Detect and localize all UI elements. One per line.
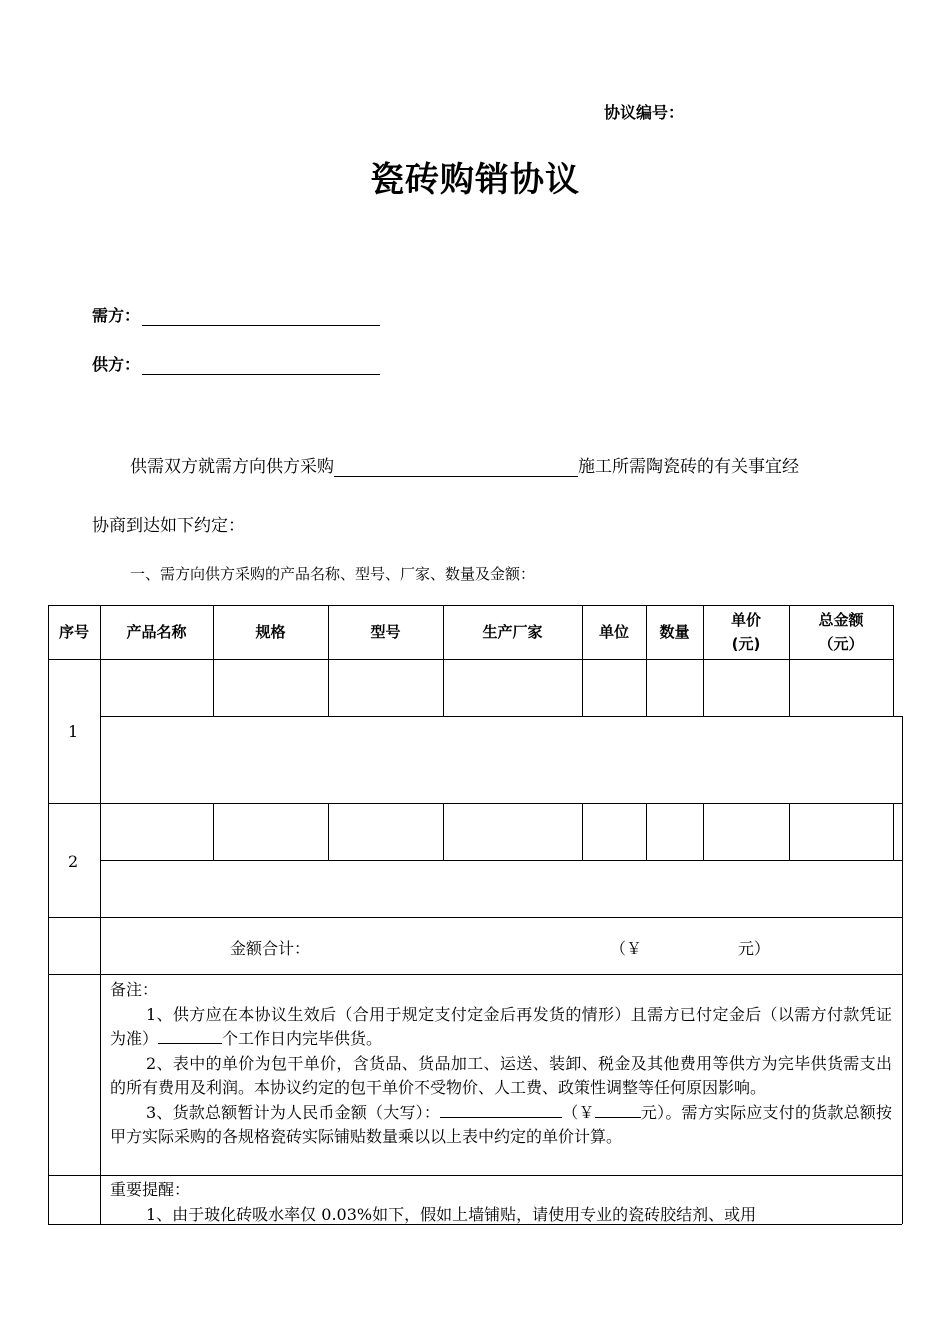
buyer-label: 需方： xyxy=(92,306,141,325)
notes-item-2: 2、表中的单价为包干单价，含货品、货品加工、运送、装卸、税金及其他费用等供方为完毕供货需支出的所有费用及利润。本协议约定的包干单价不受物价、人工费、政策性调整等任何原因影响。 xyxy=(110,1053,892,1097)
project-blank-line xyxy=(334,456,578,477)
header-model: 型号 xyxy=(370,623,401,641)
header-seq: 序号 xyxy=(58,623,89,641)
reminder-item-1: 1、由于玻化砖吸水率仅 0.03%如下，假如上墙铺贴，请使用专业的瓷砖胶结剂、或用 xyxy=(146,1204,757,1224)
reminder-block xyxy=(110,1178,892,1227)
header-manufacturer: 生产厂家 xyxy=(482,623,543,641)
seller-label: 供方： xyxy=(92,355,141,374)
amount-figure-blank xyxy=(595,1101,641,1118)
amount-in-words-blank xyxy=(440,1101,562,1118)
header-spec: 规格 xyxy=(255,623,286,641)
total-label: 金额合计： xyxy=(230,939,311,958)
header-total-amount: 总金额 （元） xyxy=(818,611,864,653)
seller-field xyxy=(92,352,380,375)
intro-text-before: 供需双方就需方向供方采购 xyxy=(130,457,334,477)
row-number-2: 2 xyxy=(68,852,79,871)
notes-block xyxy=(110,978,892,1150)
reminder-title: 重要提醒： xyxy=(110,1180,191,1199)
agreement-number-label: 协议编号： xyxy=(604,103,685,122)
buyer-field xyxy=(92,303,380,326)
notes-item-3: 3、货款总额暂计为人民币金额（大写）： （￥ 元）。需方实际应支付的货款总额按甲方实际采购的各规格瓷砖实际铺贴数量乘以以上表中约定的单价计算。 xyxy=(110,1102,892,1146)
intro-text-after: 施工所需陶瓷砖的有关事宜经 xyxy=(578,457,799,477)
intro-line-1 xyxy=(130,452,799,477)
section-1-title: 一、需方向供方采购的产品名称、型号、厂家、数量及金额： xyxy=(130,565,536,583)
delivery-days-blank xyxy=(158,1027,222,1044)
notes-item-1: 1、供方应在本协议生效后（合用于规定支付定金后再发货的情形）且需方已付定金后（以需方付款凭证为准） 个工作日内完毕供货。 xyxy=(110,1004,892,1048)
buyer-blank-line xyxy=(142,307,380,326)
document-title: 瓷砖购销协议 xyxy=(370,160,580,200)
total-currency-open: （￥ xyxy=(610,939,643,958)
header-unit: 单位 xyxy=(598,623,629,641)
header-unit-price: 单价 (元) xyxy=(730,611,761,653)
header-product-name: 产品名称 xyxy=(126,623,187,641)
header-quantity: 数量 xyxy=(659,623,690,641)
intro-line-2: 协商到达如下约定： xyxy=(92,516,245,536)
seller-blank-line xyxy=(142,356,380,375)
notes-title: 备注： xyxy=(110,980,159,999)
total-currency-close: 元） xyxy=(738,939,771,958)
row-number-1: 1 xyxy=(68,722,79,741)
